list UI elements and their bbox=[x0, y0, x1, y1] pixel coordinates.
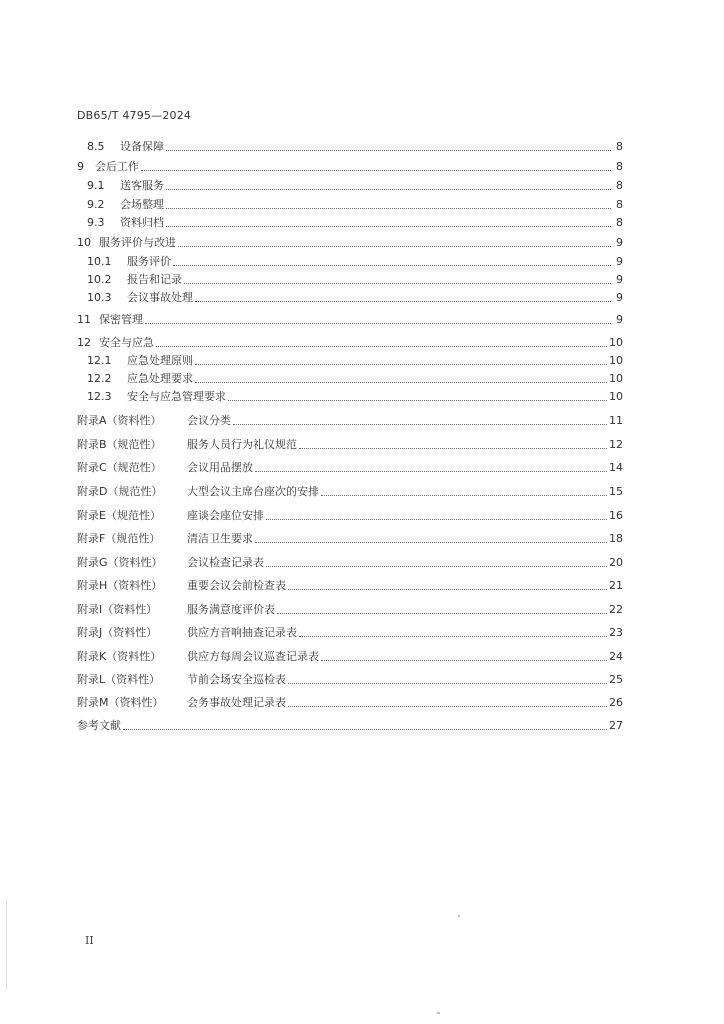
toc-entry-page: 10 bbox=[609, 372, 623, 385]
toc-appendix-entry[interactable] bbox=[77, 412, 623, 428]
toc-appendix-entry[interactable] bbox=[77, 436, 623, 452]
page-number-footer: II bbox=[85, 934, 94, 947]
toc-entry-title: 应急处理要求 bbox=[127, 372, 193, 385]
toc-leader-dots bbox=[321, 660, 607, 661]
toc-entry[interactable] bbox=[87, 177, 623, 193]
toc-entry-title: 座谈会座位安排 bbox=[187, 509, 264, 522]
toc-appendix-entry[interactable] bbox=[77, 554, 623, 570]
toc-entry-page: 20 bbox=[609, 556, 623, 569]
toc-entry-number: 9.1 bbox=[87, 179, 105, 192]
toc-entry-number: 9 bbox=[77, 160, 84, 173]
toc-entry-title: 重要会议会前检查表 bbox=[187, 579, 286, 592]
toc-entry-title: 应急处理原则 bbox=[127, 354, 193, 367]
toc-leader-dots bbox=[228, 400, 607, 401]
toc-appendix-label: 附录F（规范性） bbox=[77, 532, 161, 545]
toc-entry-page: 18 bbox=[609, 532, 623, 545]
toc-appendix-entry[interactable] bbox=[77, 694, 623, 710]
toc-entry[interactable] bbox=[87, 214, 623, 230]
toc-entry-title: 资料归档 bbox=[120, 216, 164, 229]
toc-entry-page: 8 bbox=[616, 140, 623, 153]
toc-entry-title: 安全与应急管理要求 bbox=[127, 390, 226, 403]
toc-leader-dots bbox=[277, 613, 607, 614]
toc-entry-page: 8 bbox=[616, 216, 623, 229]
toc-leader-dots bbox=[288, 683, 607, 684]
toc-entry-page: 12 bbox=[609, 438, 623, 451]
toc-leader-dots bbox=[123, 729, 607, 730]
toc-entry-page: 14 bbox=[609, 461, 623, 474]
scan-speck bbox=[458, 915, 460, 917]
toc-entry[interactable] bbox=[87, 388, 623, 404]
toc-entry-title: 清洁卫生要求 bbox=[187, 532, 253, 545]
scan-speck bbox=[437, 1012, 440, 1014]
toc-entry[interactable] bbox=[77, 158, 623, 174]
toc-entry-title: 大型会议主席台座次的安排 bbox=[187, 485, 319, 498]
toc-entry-number: 10 bbox=[77, 236, 91, 249]
toc-entry-page: 23 bbox=[609, 626, 623, 639]
toc-entry-page: 27 bbox=[609, 719, 623, 732]
toc-entry-page: 9 bbox=[616, 273, 623, 286]
toc-entry-page: 10 bbox=[609, 336, 623, 349]
toc-appendix-label: 附录M（资料性） bbox=[77, 696, 164, 709]
toc-entry[interactable] bbox=[77, 234, 623, 250]
toc-entry-title: 服务评价 bbox=[127, 255, 171, 268]
toc-entry-title: 设备保障 bbox=[120, 140, 164, 153]
toc-leader-dots bbox=[178, 246, 611, 247]
toc-leader-dots bbox=[145, 323, 611, 324]
toc-entry-title: 参考文献 bbox=[77, 719, 121, 732]
toc-entry[interactable] bbox=[87, 253, 623, 269]
toc-entry-title: 供应方每周会议巡查记录表 bbox=[187, 650, 319, 663]
toc-leader-dots bbox=[321, 495, 607, 496]
toc-entry-title: 保密管理 bbox=[99, 313, 143, 326]
toc-leader-dots bbox=[166, 208, 611, 209]
toc-leader-dots bbox=[166, 189, 611, 190]
toc-entry-title: 送客服务 bbox=[120, 179, 164, 192]
toc-entry-number: 10.1 bbox=[87, 255, 112, 268]
toc-entry-title: 安全与应急 bbox=[99, 336, 154, 349]
toc-leader-dots bbox=[195, 301, 611, 302]
toc-leader-dots bbox=[288, 589, 607, 590]
toc-entry-title: 服务评价与改进 bbox=[99, 236, 176, 249]
toc-appendix-entry[interactable] bbox=[77, 530, 623, 546]
toc-entry-number: 10.2 bbox=[87, 273, 112, 286]
toc-leader-dots bbox=[173, 265, 611, 266]
toc-entry[interactable] bbox=[77, 311, 623, 327]
toc-entry-number: 8.5 bbox=[87, 140, 105, 153]
toc-entry[interactable] bbox=[87, 138, 623, 154]
toc-leader-dots bbox=[299, 448, 607, 449]
toc-leader-dots bbox=[195, 364, 607, 365]
toc-leader-dots bbox=[266, 519, 607, 520]
toc-entry-number: 12.3 bbox=[87, 390, 112, 403]
toc-entry-page: 9 bbox=[616, 313, 623, 326]
toc-entry-page: 26 bbox=[609, 696, 623, 709]
toc-appendix-label: 附录L（资料性） bbox=[77, 673, 161, 686]
toc-entry-title: 会议检查记录表 bbox=[187, 556, 264, 569]
toc-entry-title: 供应方音响抽查记录表 bbox=[187, 626, 297, 639]
toc-entry-page: 25 bbox=[609, 673, 623, 686]
toc-appendix-label: 附录H（资料性） bbox=[77, 579, 163, 592]
toc-leader-dots bbox=[156, 346, 607, 347]
toc-entry-title: 报告和记录 bbox=[127, 273, 182, 286]
toc-appendix-entry[interactable] bbox=[77, 507, 623, 523]
toc-entry-title: 服务满意度评价表 bbox=[187, 603, 275, 616]
toc-entry[interactable] bbox=[87, 370, 623, 386]
toc-appendix-entry[interactable] bbox=[77, 577, 623, 593]
toc-entry-number: 9.2 bbox=[87, 198, 105, 211]
toc-entry-page: 11 bbox=[609, 414, 623, 427]
toc-appendix-label: 附录A（资料性） bbox=[77, 414, 162, 427]
toc-leader-dots bbox=[288, 706, 607, 707]
toc-leader-dots bbox=[255, 542, 607, 543]
toc-appendix-entry[interactable] bbox=[77, 624, 623, 640]
toc-appendix-label: 附录D（规范性） bbox=[77, 485, 163, 498]
toc-leader-dots bbox=[166, 226, 611, 227]
toc-entry-page: 8 bbox=[616, 160, 623, 173]
toc-entry-references[interactable] bbox=[77, 717, 623, 733]
toc-entry-title: 会后工作 bbox=[95, 160, 139, 173]
toc-appendix-entry[interactable] bbox=[77, 483, 623, 499]
toc-entry-page: 22 bbox=[609, 603, 623, 616]
toc-appendix-label: 附录B（规范性） bbox=[77, 438, 162, 451]
toc-entry-title: 会务事故处理记录表 bbox=[187, 696, 286, 709]
toc-leader-dots bbox=[255, 471, 607, 472]
toc-appendix-label: 附录G（资料性） bbox=[77, 556, 163, 569]
toc-appendix-label: 附录I（资料性） bbox=[77, 603, 158, 616]
toc-entry-page: 24 bbox=[609, 650, 623, 663]
toc-appendix-label: 附录C（规范性） bbox=[77, 461, 162, 474]
toc-entry-page: 9 bbox=[616, 255, 623, 268]
scan-edge-mark bbox=[6, 900, 7, 990]
toc-appendix-entry[interactable] bbox=[77, 671, 623, 687]
toc-entry[interactable] bbox=[77, 334, 623, 350]
toc-entry-title: 会议用品摆放 bbox=[187, 461, 253, 474]
toc-entry[interactable] bbox=[87, 289, 623, 305]
toc-entry-number: 11 bbox=[77, 313, 91, 326]
toc-appendix-entry[interactable] bbox=[77, 648, 623, 664]
toc-entry-title: 会议分类 bbox=[187, 414, 231, 427]
toc-entry-title: 会议事故处理 bbox=[127, 291, 193, 304]
toc-entry-number: 12 bbox=[77, 336, 91, 349]
toc-leader-dots bbox=[141, 170, 611, 171]
toc-entry[interactable] bbox=[87, 196, 623, 212]
toc-entry-page: 10 bbox=[609, 390, 623, 403]
toc-entry[interactable] bbox=[87, 352, 623, 368]
toc-entry-page: 8 bbox=[616, 198, 623, 211]
toc-entry-page: 16 bbox=[609, 509, 623, 522]
toc-entry-number: 9.3 bbox=[87, 216, 105, 229]
toc-leader-dots bbox=[233, 424, 607, 425]
toc-entry-number: 12.1 bbox=[87, 354, 112, 367]
toc-entry[interactable] bbox=[87, 271, 623, 287]
toc-leader-dots bbox=[266, 566, 607, 567]
toc-entry-page: 10 bbox=[609, 354, 623, 367]
toc-leader-dots bbox=[195, 382, 607, 383]
toc-entry-title: 服务人员行为礼仪规范 bbox=[187, 438, 297, 451]
toc-entry-page: 9 bbox=[616, 291, 623, 304]
toc-entry-number: 12.2 bbox=[87, 372, 112, 385]
toc-appendix-label: 附录E（规范性） bbox=[77, 509, 161, 522]
toc-appendix-label: 附录J（资料性） bbox=[77, 626, 158, 639]
toc-appendix-label: 附录K（资料性） bbox=[77, 650, 162, 663]
toc-entry-title: 节前会场安全巡检表 bbox=[187, 673, 286, 686]
document-code: DB65/T 4795—2024 bbox=[77, 109, 192, 122]
toc-entry-title: 会场整理 bbox=[120, 198, 164, 211]
toc-entry-page: 15 bbox=[609, 485, 623, 498]
toc-appendix-entry[interactable] bbox=[77, 601, 623, 617]
toc-entry-page: 21 bbox=[609, 579, 623, 592]
toc-entry-page: 9 bbox=[616, 236, 623, 249]
toc-entry-number: 10.3 bbox=[87, 291, 112, 304]
toc-appendix-entry[interactable] bbox=[77, 459, 623, 475]
toc-leader-dots bbox=[184, 283, 611, 284]
toc-entry-page: 8 bbox=[616, 179, 623, 192]
toc-leader-dots bbox=[299, 636, 607, 637]
toc-leader-dots bbox=[166, 150, 611, 151]
